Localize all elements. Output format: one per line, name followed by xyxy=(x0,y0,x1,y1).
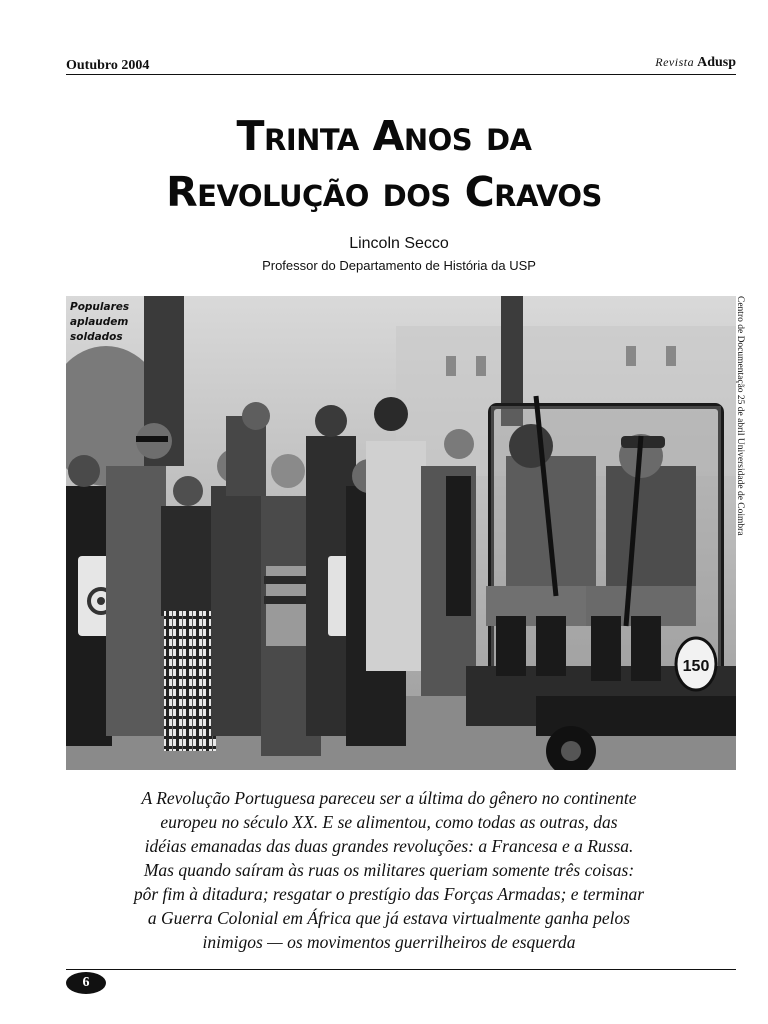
magazine-name xyxy=(655,55,736,71)
photo-credit xyxy=(733,296,747,556)
issue-date: Outubro 2004 xyxy=(66,58,150,73)
article-lede xyxy=(88,786,690,954)
window xyxy=(446,356,456,376)
title-line-2: Revolução dos Cravos xyxy=(166,168,602,216)
window xyxy=(476,356,486,376)
caption-line-2: aplaudem xyxy=(70,316,129,328)
article-photo xyxy=(66,296,736,770)
plate-number: 150 xyxy=(682,658,710,675)
magazine-title: Adusp xyxy=(697,55,736,70)
military-jeep xyxy=(466,396,736,770)
header-divider xyxy=(66,74,736,75)
plate-badge xyxy=(676,638,716,690)
article-title xyxy=(30,108,738,220)
magazine-prefix: Revista xyxy=(655,55,695,69)
plaid-trousers xyxy=(164,611,216,751)
footer-divider xyxy=(66,969,736,970)
caption-line-3: soldados xyxy=(70,331,123,343)
lede-line: europeu no século XX. E se alimentou, como todas as outras, das xyxy=(160,812,618,832)
photo-illustration xyxy=(66,296,736,770)
lede-line: A Revolução Portuguesa pareceu ser a última do gênero no continente xyxy=(141,788,637,808)
window xyxy=(626,346,636,366)
lede-line: Mas quando saíram às ruas os militares queriam somente três coisas: xyxy=(143,860,635,880)
caption-line-1: Populares xyxy=(70,301,130,313)
title-line-1: Trinta Anos da xyxy=(236,112,532,160)
author-affiliation: Professor do Departamento de História da USP xyxy=(262,258,536,273)
lede-line: inimigos — os movimentos guerrilheiros de esquerda xyxy=(202,932,576,952)
window xyxy=(666,346,676,366)
lede-line: a Guerra Colonial em África que já estava virtualmente ganha pelos xyxy=(147,908,631,928)
author-name: Lincoln Secco xyxy=(349,235,449,252)
photo-caption xyxy=(70,300,150,345)
lede-line: idéias emanadas das duas grandes revoluções: a Francesa e a Russa. xyxy=(144,836,634,856)
lede-line: pôr fim à ditadura; resgatar o prestígio das Forças Armadas; e terminar xyxy=(133,884,645,904)
photo-credit-text: Centro de Documentação 25 de abril Universidade de Coimbra xyxy=(735,296,745,536)
page-number: 6 xyxy=(66,972,106,994)
